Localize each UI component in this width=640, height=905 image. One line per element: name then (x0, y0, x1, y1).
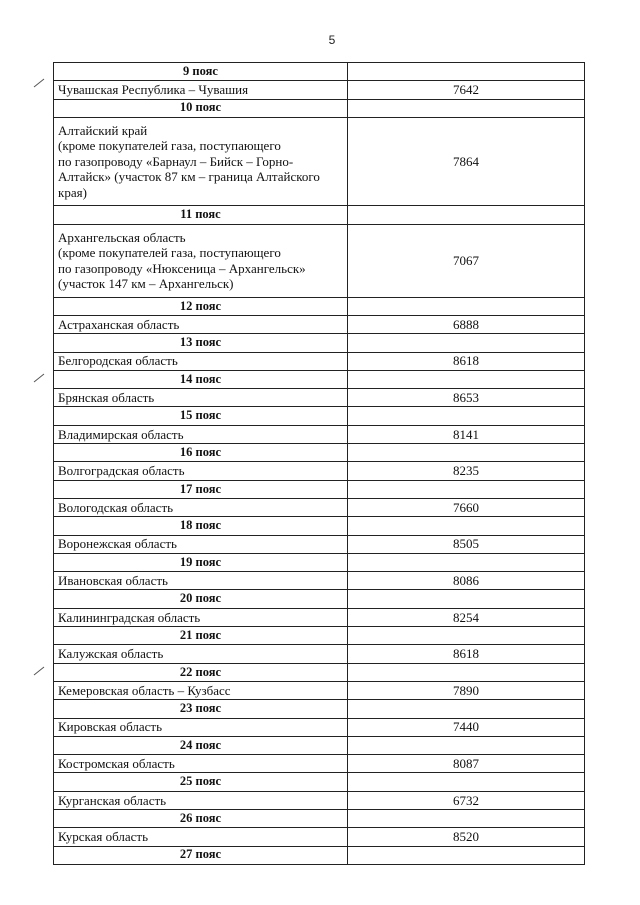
zone-label: 17 пояс (54, 480, 348, 498)
zone-label: 15 пояс (54, 407, 348, 425)
zone-header-row (54, 553, 585, 571)
region-name-cell (54, 425, 348, 443)
zone-label: 27 пояс (54, 846, 348, 864)
region-name-line: Алтайский край (58, 122, 148, 138)
region-name-line: (кроме покупателей газа, поступающего (58, 245, 281, 261)
zone-label: 25 пояс (54, 773, 348, 791)
empty-value-cell (348, 334, 585, 352)
region-name-cell (54, 828, 348, 846)
empty-value-cell (348, 627, 585, 645)
zone-header-row (54, 627, 585, 645)
price-value: 8653 (348, 389, 585, 407)
region-name-cell (54, 645, 348, 663)
region-name-line: Владимирская область (58, 426, 184, 442)
region-name-cell (54, 755, 348, 773)
zone-label: 11 пояс (54, 206, 348, 224)
region-row (54, 572, 585, 590)
empty-value-cell (348, 370, 585, 388)
region-name-cell (54, 681, 348, 699)
region-name-line: (кроме покупателей газа, поступающего (58, 138, 281, 154)
region-row (54, 498, 585, 516)
empty-value-cell (348, 297, 585, 315)
empty-value-cell (348, 736, 585, 754)
region-row (54, 535, 585, 553)
price-value: 6732 (348, 791, 585, 809)
zone-label: 23 пояс (54, 700, 348, 718)
region-name-line: Волгоградская область (58, 463, 185, 479)
region-row (54, 352, 585, 370)
price-value: 6888 (348, 315, 585, 333)
empty-value-cell (348, 590, 585, 608)
price-value: 8618 (348, 352, 585, 370)
region-name-cell (54, 315, 348, 333)
zone-label: 9 пояс (54, 63, 348, 81)
zone-header-row (54, 407, 585, 425)
zone-header-row (54, 334, 585, 352)
zone-header-row (54, 63, 585, 81)
region-row (54, 828, 585, 846)
zone-header-row (54, 736, 585, 754)
empty-value-cell (348, 810, 585, 828)
region-name-cell (54, 718, 348, 736)
price-value: 7660 (348, 498, 585, 516)
zone-label: 24 пояс (54, 736, 348, 754)
empty-value-cell (348, 63, 585, 81)
empty-value-cell (348, 99, 585, 117)
price-value: 8520 (348, 828, 585, 846)
region-row (54, 462, 585, 480)
region-row (54, 315, 585, 333)
price-value: 7864 (348, 117, 585, 206)
region-name-line: Астраханская область (58, 316, 180, 332)
zone-header-row (54, 444, 585, 462)
price-value: 8087 (348, 755, 585, 773)
region-row (54, 645, 585, 663)
price-value: 8618 (348, 645, 585, 663)
empty-value-cell (348, 773, 585, 791)
region-row (54, 681, 585, 699)
empty-value-cell (348, 846, 585, 864)
empty-value-cell (348, 407, 585, 425)
zone-header-row (54, 846, 585, 864)
region-name-cell (54, 572, 348, 590)
region-name-line: Курганская область (58, 792, 167, 808)
region-name-cell (54, 117, 348, 206)
empty-value-cell (348, 444, 585, 462)
empty-value-cell (348, 553, 585, 571)
region-name-cell (54, 535, 348, 553)
price-value: 7890 (348, 681, 585, 699)
region-row (54, 718, 585, 736)
region-row (54, 791, 585, 809)
region-name-line: Кемеровская область – Кузбасс (58, 682, 231, 698)
region-name-line: Ивановская область (58, 573, 168, 589)
region-name-cell (54, 462, 348, 480)
price-value: 8235 (348, 462, 585, 480)
zone-label: 20 пояс (54, 590, 348, 608)
empty-value-cell (348, 480, 585, 498)
region-name-line: Вологодская область (58, 499, 174, 515)
region-name-line: Калужская область (58, 646, 164, 662)
zone-label: 16 пояс (54, 444, 348, 462)
region-name-line: Белгородская область (58, 353, 178, 369)
zone-label: 22 пояс (54, 663, 348, 681)
zone-header-row (54, 297, 585, 315)
region-name-line: по газопроводу «Нюксеница – Архангельск» (58, 260, 306, 276)
region-name-line: края) (58, 184, 87, 200)
region-name-line: (участок 147 км – Архангельск) (58, 276, 234, 292)
region-name-line: Брянская область (58, 390, 155, 406)
region-name-cell (54, 608, 348, 626)
region-row (54, 425, 585, 443)
zone-header-row (54, 370, 585, 388)
region-name-cell (54, 224, 348, 297)
page-number: 5 (328, 33, 336, 47)
zone-label: 19 пояс (54, 553, 348, 571)
zone-header-row (54, 480, 585, 498)
region-name-cell (54, 81, 348, 99)
region-name-line: Чувашская Республика – Чувашия (58, 82, 249, 98)
zone-header-row (54, 700, 585, 718)
zone-label: 13 пояс (54, 334, 348, 352)
zone-label: 10 пояс (54, 99, 348, 117)
region-name-cell (54, 389, 348, 407)
margin-mark (33, 666, 45, 676)
margin-mark (33, 373, 45, 383)
price-value: 8086 (348, 572, 585, 590)
region-name-cell (54, 498, 348, 516)
table-body (54, 63, 585, 865)
region-name-line: Костромская область (58, 756, 175, 771)
empty-value-cell (348, 663, 585, 681)
region-name-line: Курская область (58, 829, 149, 845)
region-name-line: Алтайск» (участок 87 км – граница Алтайского (58, 169, 320, 185)
region-name-cell (54, 791, 348, 809)
empty-value-cell (348, 206, 585, 224)
zone-header-row (54, 773, 585, 791)
zone-header-row (54, 517, 585, 535)
empty-value-cell (348, 700, 585, 718)
price-value: 7067 (348, 224, 585, 297)
zone-label: 12 пояс (54, 297, 348, 315)
zone-header-row (54, 663, 585, 681)
region-name-line: по газопроводу «Барнаул – Бийск – Горно- (58, 153, 294, 169)
region-name-cell (54, 352, 348, 370)
zone-header-row (54, 99, 585, 117)
zone-header-row (54, 590, 585, 608)
region-row (54, 755, 585, 773)
region-row (54, 224, 585, 297)
region-row (54, 81, 585, 99)
price-value: 8254 (348, 608, 585, 626)
margin-mark (33, 78, 45, 88)
region-row (54, 389, 585, 407)
zone-label: 21 пояс (54, 627, 348, 645)
price-value: 7440 (348, 718, 585, 736)
price-value: 7642 (348, 81, 585, 99)
gas-price-table (53, 62, 585, 865)
price-value: 8505 (348, 535, 585, 553)
zone-header-row (54, 206, 585, 224)
region-name-line: Калининградская область (58, 609, 201, 625)
zone-label: 18 пояс (54, 517, 348, 535)
zone-label: 14 пояс (54, 370, 348, 388)
price-value: 8141 (348, 425, 585, 443)
region-name-line: Кировская область (58, 719, 163, 735)
region-row (54, 117, 585, 206)
empty-value-cell (348, 517, 585, 535)
region-name-line: Архангельская область (58, 229, 186, 245)
region-name-line: Воронежская область (58, 536, 177, 552)
zone-header-row (54, 810, 585, 828)
zone-label: 26 пояс (54, 810, 348, 828)
region-row (54, 608, 585, 626)
